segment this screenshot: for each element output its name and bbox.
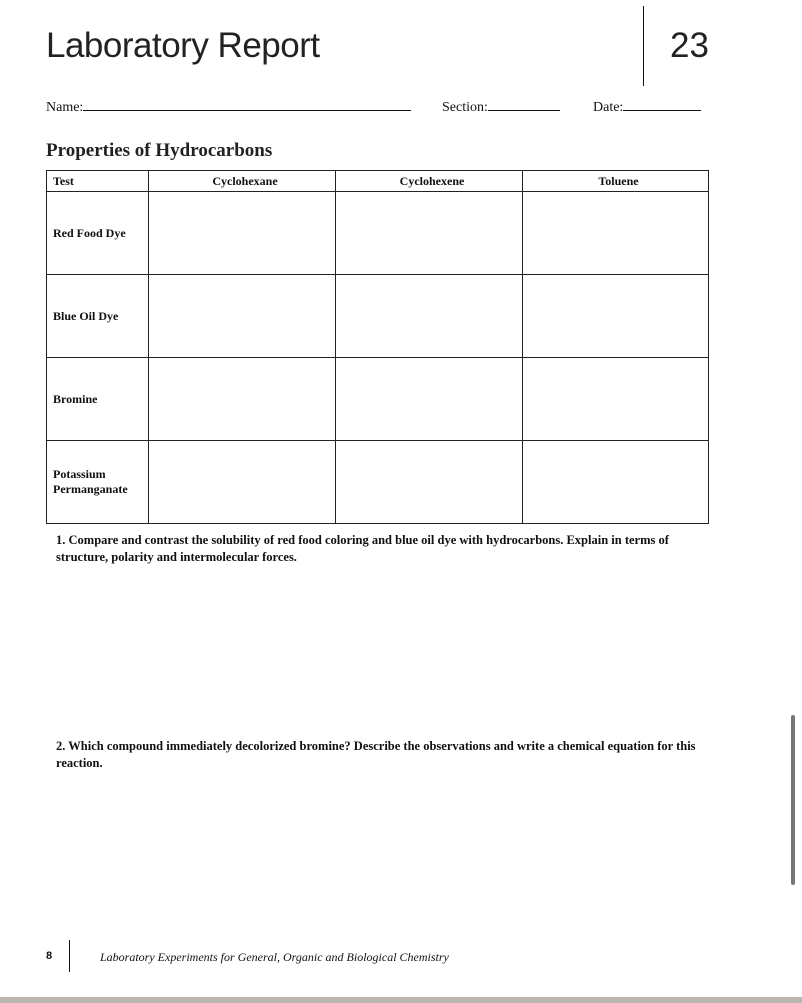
row-label: Potassium Permanganate [47,441,149,524]
table-header-row [47,171,709,192]
answer-cell[interactable] [523,441,709,524]
answer-cell[interactable] [336,275,523,358]
table-row [47,192,709,275]
name-field[interactable] [46,98,411,116]
header-cyclohexane: Cyclohexane [149,171,336,192]
answer-cell[interactable] [149,358,336,441]
date-label: Date: [593,100,624,115]
name-label: Name: [46,100,84,115]
row-label: Bromine [47,358,149,441]
answer-cell[interactable] [149,192,336,275]
header-cyclohexene: Cyclohexene [336,171,523,192]
page-number: 8 [46,950,53,962]
section-heading: Properties of Hydrocarbons [46,140,273,161]
answer-cell[interactable] [336,358,523,441]
header-toluene: Toluene [523,171,709,192]
answer-cell[interactable] [149,441,336,524]
question-2: 2. Which compound immediately decolorized bromine? Describe the observations and write a chemical equation for this reaction. [56,739,696,770]
section-label: Section: [442,100,488,115]
row-label: Blue Oil Dye [47,275,149,358]
answer-cell[interactable] [336,441,523,524]
book-title: Laboratory Experiments for General, Organic and Biological Chemistry [100,950,449,964]
row-label: Red Food Dye [47,192,149,275]
table-row [47,441,709,524]
answer-cell[interactable] [523,275,709,358]
footer-divider [69,940,70,972]
experiment-number: 23 [670,26,709,65]
answer-cell[interactable] [149,275,336,358]
section-field[interactable] [442,98,560,116]
table-row [47,275,709,358]
answer-cell[interactable] [336,192,523,275]
header-divider [643,6,644,86]
table-row [47,358,709,441]
page-bottom-edge [0,997,802,1003]
date-field[interactable] [593,98,701,116]
question-1: 1. Compare and contrast the solubility of red food coloring and blue oil dye with hydrocarbons. Explain in terms of structure, polarity and intermolecular forces. [56,533,669,564]
scrollbar[interactable] [791,715,795,885]
answer-cell[interactable] [523,192,709,275]
report-title: Laboratory Report [46,26,320,65]
answer-cell[interactable] [523,358,709,441]
header-test: Test [47,171,149,192]
results-table [46,170,709,524]
